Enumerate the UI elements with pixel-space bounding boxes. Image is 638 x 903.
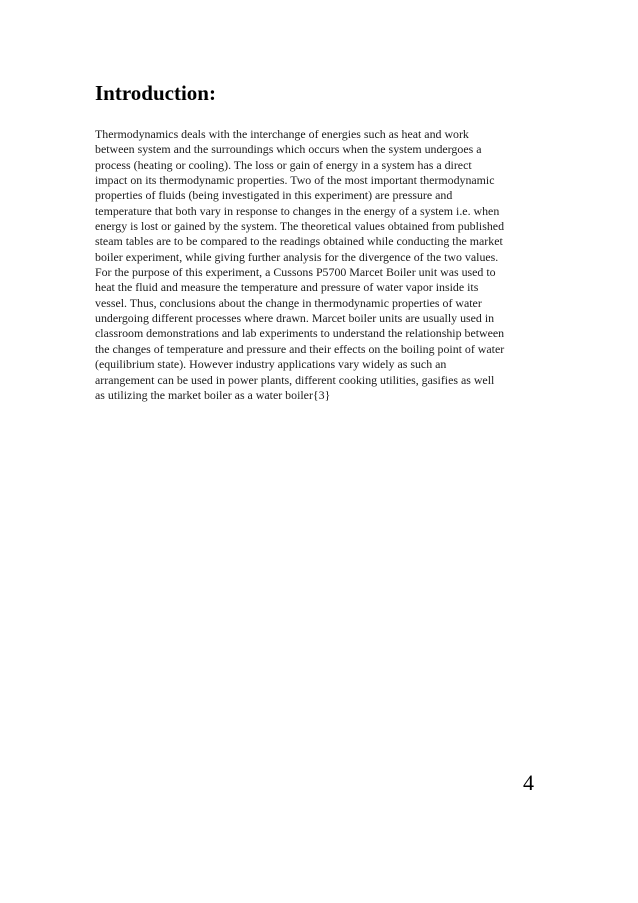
paragraph-line: (equilibrium state). However industry applications vary widely as such an [95, 357, 447, 372]
section-heading: Introduction: [95, 81, 216, 105]
paragraph-line: arrangement can be used in power plants, different cooking utilities, gasifies as well [95, 372, 495, 387]
paragraph-line: impact on its thermodynamic properties. Two of the most important thermodynamic [95, 173, 495, 188]
paragraph-line: classroom demonstrations and lab experiments to understand the relationship between [95, 326, 505, 341]
introduction-paragraph [95, 127, 555, 403]
paragraph-line: boiler experiment, while giving further analysis for the divergence of the two values. [95, 249, 499, 264]
paragraph-line: vessel. Thus, conclusions about the change in thermodynamic properties of water [95, 295, 482, 310]
paragraph-line: between system and the surroundings which occurs when the system undergoes a [95, 142, 482, 157]
paragraph-line: as utilizing the market boiler as a water boiler{3} [95, 387, 331, 402]
paragraph-line: heat the fluid and measure the temperature and pressure of water vapor inside its [95, 280, 479, 295]
paragraph-line: the changes of temperature and pressure and their effects on the boiling point of water [95, 341, 505, 356]
paragraph-line: For the purpose of this experiment, a Cussons P5700 Marcet Boiler unit was used to [95, 265, 496, 280]
paragraph-line: properties of fluids (being investigated in this experiment) are pressure and [95, 188, 453, 203]
paragraph-line: temperature that both vary in response to changes in the energy of a system i.e. when [95, 203, 500, 218]
paragraph-line: energy is lost or gained by the system. The theoretical values obtained from published [95, 219, 505, 234]
paragraph-line: Thermodynamics deals with the interchange of energies such as heat and work [95, 127, 469, 141]
paragraph-line: undergoing different processes where drawn. Marcet boiler units are usually used in [95, 311, 495, 326]
page-number: 4 [523, 770, 534, 795]
paragraph-line: steam tables are to be compared to the readings obtained while conducting the market [95, 234, 503, 249]
paragraph-line: process (heating or cooling). The loss or gain of energy in a system has a direct [95, 157, 472, 172]
